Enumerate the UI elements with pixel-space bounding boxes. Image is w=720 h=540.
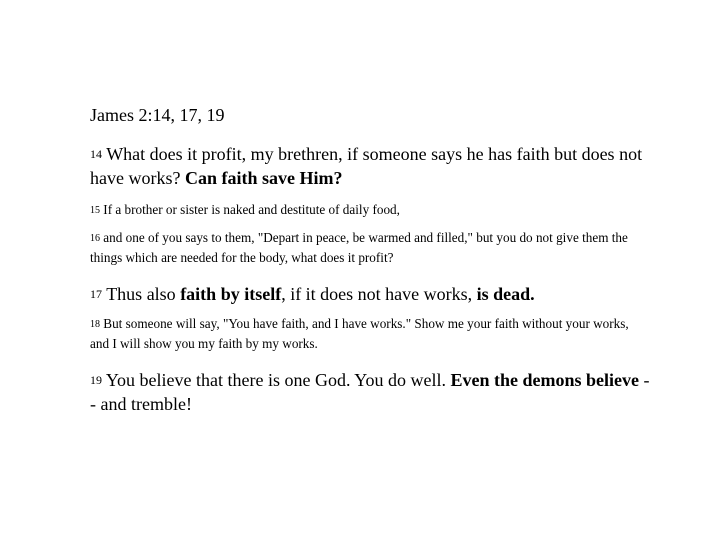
verse-16 [90,228,650,268]
verse-text: and one of you says to them, "Depart in peace, be warmed and filled," but you do not give them the things which are needed for the body, what does it profit? [90,230,628,265]
verse-text: What does it profit, my brethren, if someone says he has faith but does not have works? [90,144,643,188]
verse-number: 19 [90,373,102,387]
verse-text: If a brother or sister is naked and destitute of daily food, [103,202,400,217]
verse-14 [90,142,650,190]
verse-emphasis: Even the demons believe [450,370,639,390]
verse-15 [90,200,650,220]
verse-text: You believe that there is one God. You do well. [105,370,451,390]
verse-text: , if it does not have works, [281,284,477,304]
verse-number: 17 [90,287,102,301]
verse-number: 14 [90,147,102,161]
verse-text: Thus also [106,284,181,304]
verse-number: 18 [90,319,100,330]
verse-number: 16 [90,233,100,244]
scripture-slide [90,104,650,416]
verse-text: -- and tremble! [90,370,650,414]
scripture-reference: James 2:14, 17, 19 [90,105,225,125]
verse-18 [90,314,650,354]
verse-number: 15 [90,205,100,216]
verse-emphasis: Can faith save Him? [184,168,343,188]
verse-emphasis: is dead. [476,284,535,304]
verse-text: But someone will say, "You have faith, and I have works." Show me your faith without your works, and I will show you my faith by my works. [90,316,629,351]
verse-17 [90,282,650,306]
verse-19 [90,368,650,416]
verse-emphasis: faith by itself [180,284,282,304]
